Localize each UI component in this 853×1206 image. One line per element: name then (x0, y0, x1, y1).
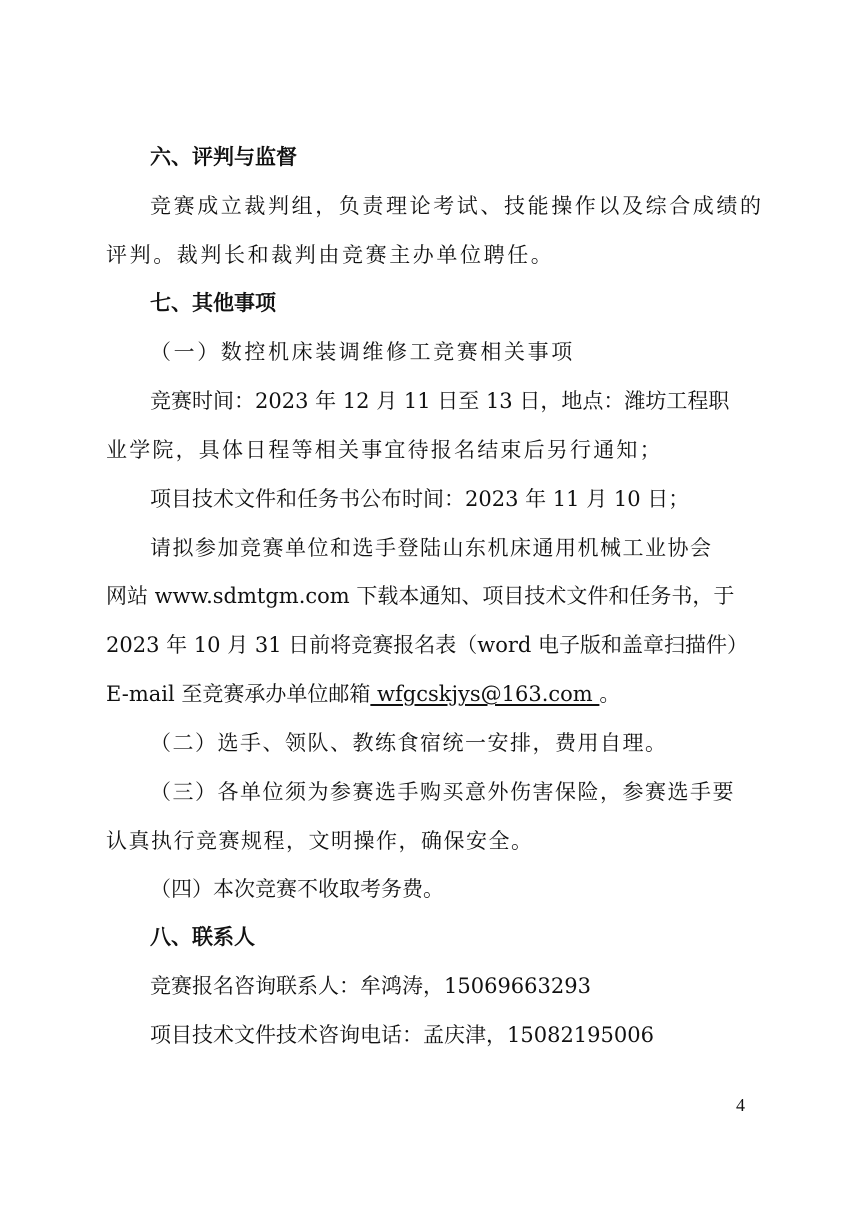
contact-technical: 项目技术文件技术咨询电话：孟庆津，15082195006 (150, 1023, 654, 1047)
subitem-insurance-line-1: （三）各单位须为参赛选手购买意外伤害保险，参赛选手要 (150, 780, 735, 804)
section-heading-other-matters: 七、其他事项 (150, 291, 276, 315)
subitem-insurance-line-2: 认真执行竞赛规程，文明操作，确保安全。 (106, 829, 534, 853)
publish-time-line: 项目技术文件和任务书公布时间：2023 年 11 月 10 日； (150, 487, 690, 511)
registration-line-3: 2023 年 10 月 31 日前将竞赛报名表（word 电子版和盖章扫描件） (106, 633, 749, 657)
registration-email-prefix: E-mail 至竞赛承办单位邮箱 (106, 682, 371, 706)
registration-email-link[interactable]: wfgcskjys@163.com (370, 682, 600, 706)
subitem-accommodation: （二）选手、领队、教练食宿统一安排，费用自理。 (150, 731, 668, 755)
registration-line-4 (106, 679, 620, 709)
competition-time-line-2: 业学院，具体日程等相关事宜待报名结束后另行通知； (106, 438, 663, 462)
page-number: 4 (736, 1095, 745, 1115)
contact-registration: 竞赛报名咨询联系人：牟鸿涛，15069663293 (150, 974, 591, 998)
subitem-fee: （四）本次竞赛不收取考务费。 (150, 877, 444, 901)
registration-line-1: 请拟参加竞赛单位和选手登陆山东机床通用机械工业协会 (150, 536, 713, 560)
section-heading-contacts: 八、联系人 (150, 925, 255, 949)
paragraph-judging-line-1: 竞赛成立裁判组，负责理论考试、技能操作以及综合成绩的 (150, 194, 764, 218)
section-heading-judging: 六、评判与监督 (150, 145, 297, 169)
paragraph-judging-line-2: 评判。裁判长和裁判由竞赛主办单位聘任。 (106, 243, 555, 267)
subheading-cnc-competition: （一）数控机床装调维修工竞赛相关事项 (150, 340, 575, 364)
registration-email-suffix: 。 (599, 682, 621, 706)
registration-line-2: 网站 www.sdmtgm.com 下载本通知、项目技术文件和任务书，于 (106, 584, 735, 608)
competition-time-line-1: 竞赛时间：2023 年 12 月 11 日至 13 日，地点：潍坊工程职 (150, 389, 730, 413)
